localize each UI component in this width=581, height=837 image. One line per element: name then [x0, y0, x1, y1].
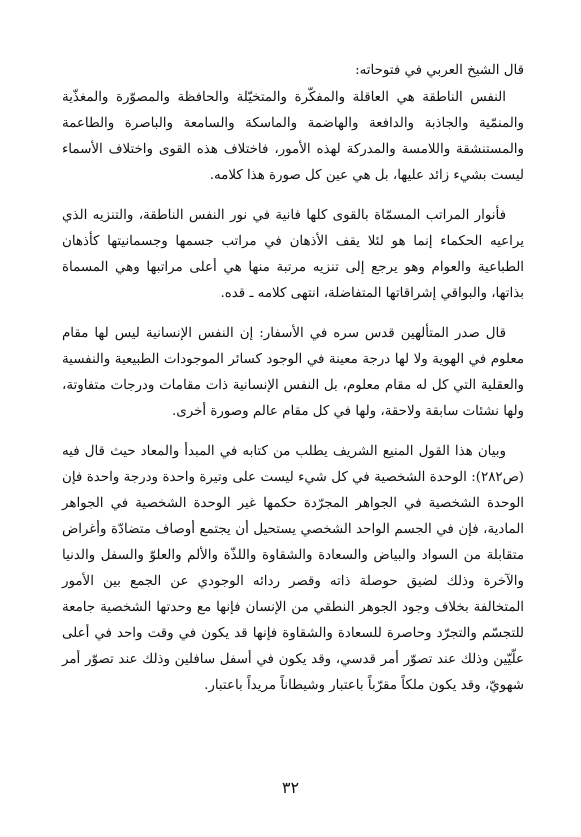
page-body — [62, 58, 524, 713]
paragraph-4: وبيان هذا القول المنيع الشريف يطلب من كتابه في المبدأ والمعاد حيث قال فيه (ص٢٨٢): الوحدة الشخصية في كل شيء ليست على وتيرة واحدة ودرجة واحدة فإن الوحدة الشخصية في الجواهر المجرّدة حكمها غير الوحدة الشخصية في الجواهر المادية، فإن في الجسم الواحد الشخصي يستحيل أن يجتمع أوصاف متضادّة وأغراض متقابلة من السواد والبياض والسعادة والشقاوة واللذّة والألم والعلوّ والسفل والدنيا والآخرة وذلك لضيق حوصلة ذاته وقصر ردائه الوجودي عن الجمع بين الأمور المتخالفة بخلاف وجود الجوهر النطقي من الإنسان فإنها مع وحدتها الشخصية جامعة للتجسّم والتجرّد وحاصرة للسعادة والشقاوة فإنها قد يكون في وقت واحد في أعلى علّيّين وذلك عند تصوّر أمر قدسي، وقد يكون في أسفل سافلين وذلك عند تصوّر أمر شهويّ، وقد يكون ملكاً مقرّباً باعتبار وشيطاناً مريداً باعتبار. — [62, 444, 524, 693]
paragraph-1: النفس الناطقة هي العاقلة والمفكّرة والمتخيّلة والحافظة والمصوّرة والمغذّية والمنمّية والجاذبة والدافعة والهاضمة والماسكة والسامعة والباصرة والطاعمة والمستنشقة واللامسة والمدركة لهذه الأمور، فاختلاف هذه القوى واختلاف الأسماء ليست بشيء زائد عليها، بل هي عين كل صورة هذا كلامه. — [62, 90, 524, 183]
page-number: ٣٢ — [281, 778, 300, 797]
paragraph-2: فأنوار المراتب المسمّاة بالقوى كلها فانية في نور النفس الناطقة، والتنزيه الذي يراعيه الحكماء إنما هو لئلا يقف الأذهان في مراتب جسمها وجسمانيتها كأذهان الطباعية والعوام وهو يرجع إلى تنزيه مرتبة منها هي أعلى مراتبها وهي المسماة بذاتها، والبواقي إشراقاتها المتفاضلة، انتهى كلامه ـ قده. — [62, 208, 524, 301]
section-heading: قال الشيخ العربي في فتوحاته: — [355, 63, 524, 78]
paragraph-3: قال صدر المتألهين قدس سره في الأسفار: إن النفس الإنسانية ليس لها مقام معلوم في الهوية ولا لها درجة معينة في الوجود كسائر الموجودات الطبيعية والنفسية والعقلية التي كل له مقام معلوم، بل النفس الإنسانية ذات مقامات ودرجات متفاوتة، ولها نشئات سابقة ولاحقة، ولها في كل مقام عالم وصورة أخرى. — [62, 326, 524, 419]
